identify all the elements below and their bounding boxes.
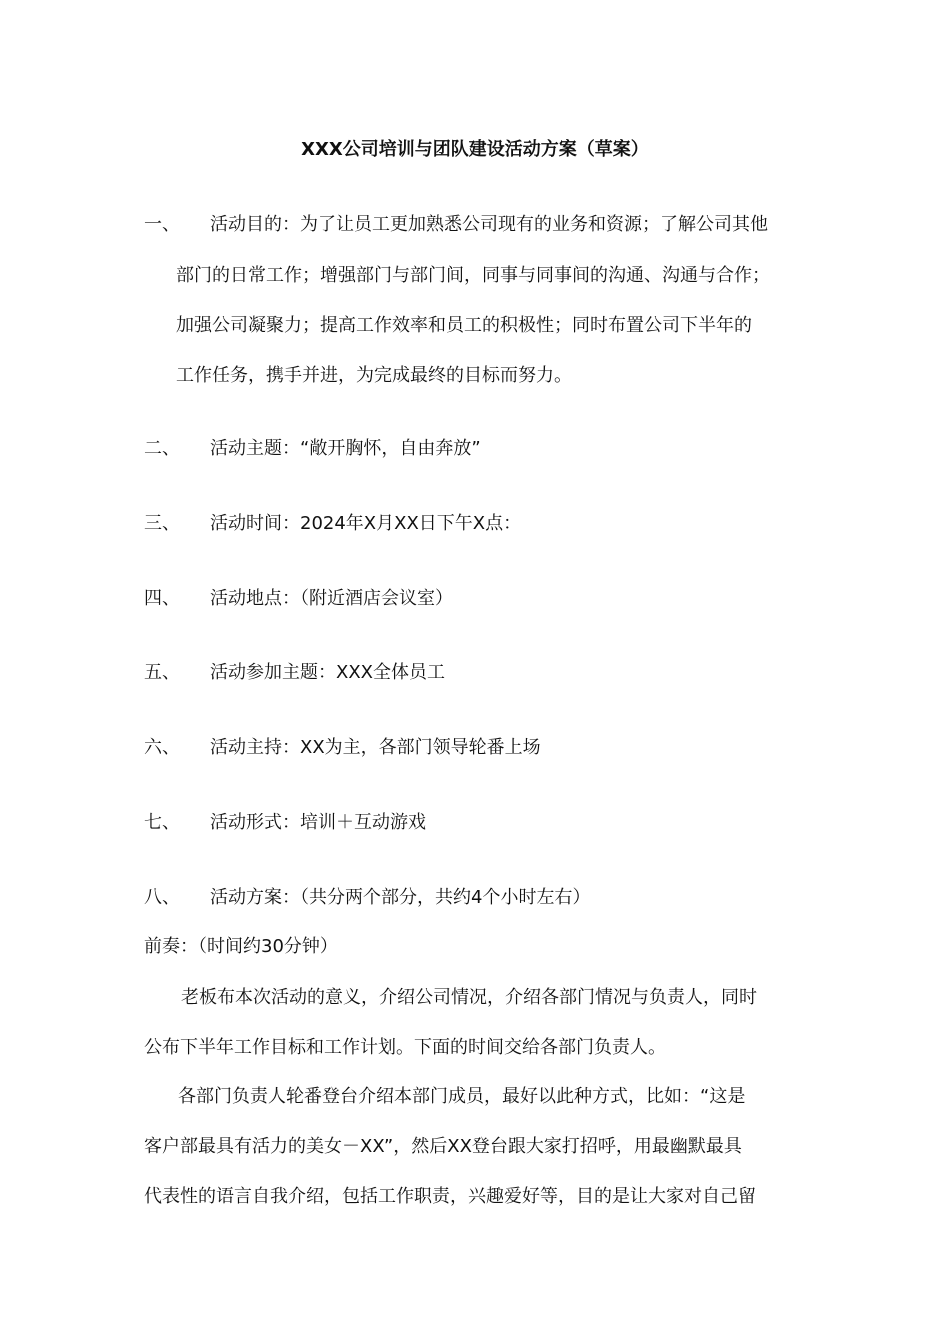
section-number: 五、 [144,662,180,683]
document-title: XXX公司培训与团队建设活动方案（草案） [301,139,649,160]
section-number: 六、 [144,737,180,758]
section-text-line: 活动目的：为了让员工更加熟悉公司现有的业务和资源；了解公司其他 [210,214,768,235]
section-number: 一、 [144,214,180,235]
section-text-line: 工作任务，携手并进，为完成最终的目标而努力。 [176,365,572,386]
paragraph-line: 老板布本次活动的意义，介绍公司情况，介绍各部门情况与负责人，同时 [181,987,757,1008]
section-number: 二、 [144,438,180,459]
section-text: 活动地点：（附近酒店会议室） [210,588,453,609]
section-text-line: 部门的日常工作；增强部门与部门间，同事与同事间的沟通、沟通与合作； [176,265,770,286]
section-number: 八、 [144,887,180,908]
section-text-line: 加强公司凝聚力；提高工作效率和员工的积极性；同时布置公司下半年的 [176,315,752,336]
section-number: 三、 [144,513,180,534]
section-number: 四、 [144,588,180,609]
paragraph-line: 公布下半年工作目标和工作计划。下面的时间交给各部门负责人。 [144,1037,666,1058]
section-text: 活动主持：XX为主，各部门领导轮番上场 [210,737,541,758]
paragraph-line: 客户部最具有活力的美女－XX”，然后XX登台跟大家打招呼，用最幽默最具 [144,1136,742,1157]
section-text: 活动参加主题：XXX全体员工 [210,662,445,683]
section-text: 活动主题：“敞开胸怀，自由奔放” [210,438,481,459]
section-text: 活动方案：（共分两个部分，共约4个小时左右） [210,887,591,908]
section-text: 活动时间：2024年X月XX日下午X点： [210,513,522,534]
paragraph-line: 各部门负责人轮番登台介绍本部门成员，最好以此种方式，比如：“这是 [178,1086,746,1107]
prelude-heading: 前奏：（时间约30分钟） [144,936,338,957]
section-number: 七、 [144,812,180,833]
section-text: 活动形式：培训＋互动游戏 [210,812,426,833]
paragraph-line: 代表性的语言自我介绍，包括工作职责，兴趣爱好等，目的是让大家对自己留 [144,1186,756,1207]
